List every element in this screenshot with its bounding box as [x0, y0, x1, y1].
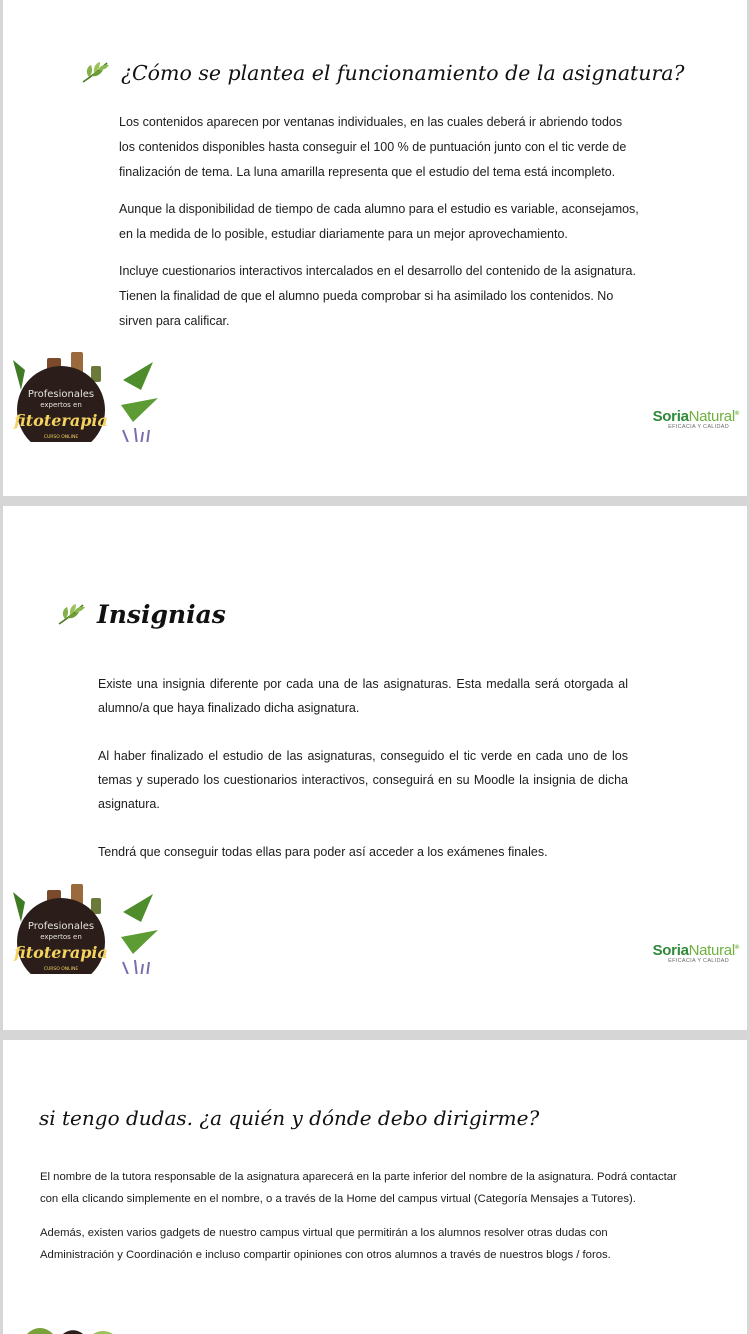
svg-text:fitoterapia: fitoterapia	[14, 411, 108, 430]
svg-text:Profesionales: Profesionales	[27, 389, 95, 400]
svg-text:CURSO ONLINE: CURSO ONLINE	[43, 967, 79, 972]
paragraph: Los contenidos aparecen por ventanas individuales, en las cuales deberá ir abriendo todos los contenidos disponibles hasta conseguir el 100 % de puntuación junto con el tic verde de finalización de tema. La luna amarilla representa que el estudio del tema está incompleto.	[119, 115, 627, 179]
svg-text:Profesionales: Profesionales	[27, 921, 95, 932]
fitoterapia-logo	[3, 882, 163, 974]
soria-natural-logo: SoriaNatural® EFICACIA Y CALIDAD	[629, 408, 739, 430]
brand-tagline: EFICACIA Y CALIDAD	[668, 424, 729, 430]
leaf-icon	[57, 602, 87, 628]
svg-text:CURSO ONLINE: CURSO ONLINE	[43, 435, 79, 440]
slide-title-text: Insignias	[97, 600, 226, 629]
slide-footer	[3, 342, 747, 442]
slide-dudas	[3, 1040, 747, 1334]
slide-title-text: si tengo dudas. ¿a quién y dónde debo dirigirme?	[39, 1106, 540, 1130]
slide-title	[39, 1106, 539, 1130]
soria-natural-logo: SoriaNatural® EFICACIA Y CALIDAD	[629, 942, 739, 964]
brand-name-light: Natural	[688, 942, 735, 959]
slide-title-text: ¿Cómo se plantea el funcionamiento de la asignatura?	[121, 61, 685, 85]
paragraph: Al haber finalizado el estudio de las asignaturas, conseguido el tic verde en cada uno de los temas y superado los cuestionarios interactivos, conseguirá en su Moodle la insignia de dicha asignatura.	[98, 749, 628, 811]
slide-funcionamiento	[3, 0, 747, 496]
slide-body	[98, 672, 628, 864]
slide-title	[57, 600, 226, 629]
paragraph: Incluye cuestionarios interactivos intercalados en el desarrollo del contenido de la asignatura. Tienen la finalidad de que el alumno pueda comprobar si ha asimilado los contenidos. No sirven para calificar.	[119, 264, 636, 328]
brand-name-bold: Soria	[652, 942, 689, 959]
brand-tagline: EFICACIA Y CALIDAD	[668, 958, 729, 964]
svg-text:fitoterapia: fitoterapia	[14, 943, 108, 962]
brand-name-bold: Soria	[652, 408, 689, 425]
slide-body	[40, 1166, 680, 1266]
svg-text:expertos en: expertos en	[40, 401, 82, 409]
fitoterapia-logo	[3, 350, 163, 442]
paragraph: Tendrá que conseguir todas ellas para poder así acceder a los exámenes finales.	[98, 845, 548, 859]
leaf-icon	[81, 60, 111, 86]
slide-body	[119, 110, 639, 334]
paragraph: Aunque la disponibilidad de tiempo de cada alumno para el estudio es variable, aconsejamos, en la medida de lo posible, estudiar diariamente para un mejor aprovechamiento.	[119, 202, 639, 241]
paragraph: El nombre de la tutora responsable de la asignatura aparecerá en la parte inferior del nombre de la asignatura. Podrá contactar con ella clicando simplemente en el nombre, o a través de la Home del campus virtual (Categoría Mensajes a Tutores).	[40, 1171, 677, 1205]
slide-footer	[3, 874, 747, 974]
leaf-decoration-icon	[23, 1326, 133, 1334]
slide-insignias	[3, 506, 747, 1030]
paragraph: Existe una insignia diferente por cada una de las asignaturas. Esta medalla será otorgada al alumno/a que haya finalizado dicha asignatura.	[98, 677, 628, 715]
slide-title	[81, 60, 685, 86]
svg-text:expertos en: expertos en	[40, 933, 82, 941]
paragraph: Además, existen varios gadgets de nuestro campus virtual que permitirán a los alumnos resolver otras dudas con Administración y Coordinación e incluso compartir opiniones con otros alumnos a través de nuestros blogs / foros.	[40, 1227, 611, 1261]
brand-name-light: Natural	[688, 408, 735, 425]
